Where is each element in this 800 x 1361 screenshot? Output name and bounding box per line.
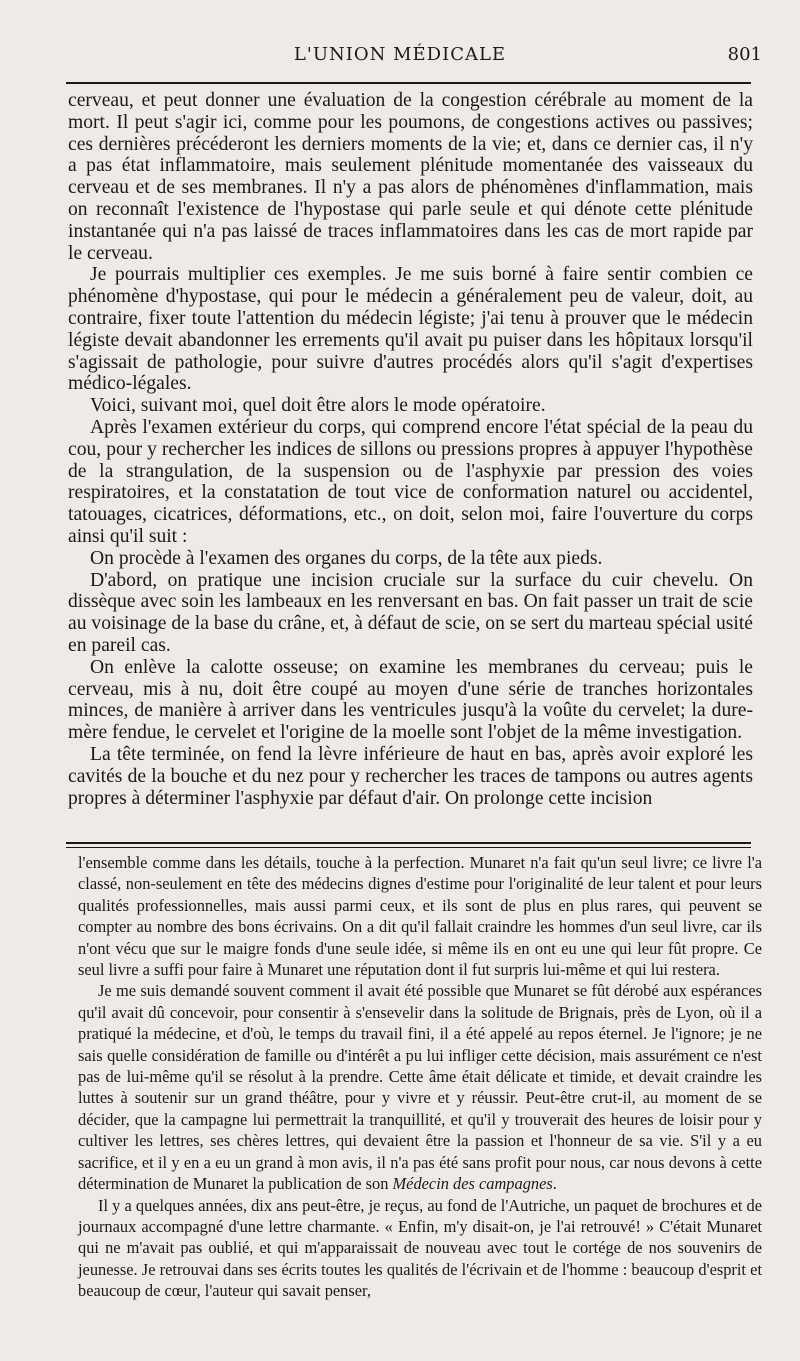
footnote-text-end: .	[552, 1174, 557, 1194]
body-paragraph: Je pourrais multiplier ces exemples. Je me suis borné à faire sentir combien ce phénomène d'hypostase, qui pour le médecin a généralement peu de valeur, doit, au contraire, fixer toute l'attention du médecin légiste; j'ai tenu à prouver que le médecin légiste devait abandonner les errements qu'il avait pu puiser dans les hôpitaux lorsqu'il s'agissait de pathologie, pour suivre d'autres procédés alors qu'il s'agit d'expertises médico-légales.	[68, 264, 753, 395]
body-paragraph: cerveau, et peut donner une évaluation de la congestion cérébrale au moment de la mort. Il peut s'agir ici, comme pour les poumons, de congestions actives ou passives; ces dernières précéderont les derniers moments de la vie; et, dans ce dernier cas, il n'y a pas état inflammatoire, mais seulement plénitude momentanée des vaisseaux du cerveau et de ses membranes. Il n'y a pas alors de phénomènes d'inflammation, mais on reconnaît l'existence de l'hypostase qui parle seule et qui dénote cette plénitude instantanée qui n'a pas laissé de traces inflammatoires dans les cas de mort rapide par le cerveau.	[68, 90, 753, 264]
journal-title: L'UNION MÉDICALE	[293, 44, 507, 65]
footnote-paragraph: Il y a quelques années, dix ans peut-être, je reçus, au fond de l'Autriche, un paquet de brochures et de journaux accompagné d'une lettre charmante. « Enfin, m'y disait-on, je l'ai retrouvé! » C'était Munaret qui ne m'avait pas oublié, et qui m'apparaissait de nouveau avec tout le cortége de nos souvenirs de jeunesse. Je retrouvai dans ses écrits toutes les qualités de l'écrivain et de l'homme : beaucoup d'esprit et beaucoup de cœur, l'auteur qui savait penser,	[78, 1195, 762, 1301]
body-paragraph: On procède à l'examen des organes du corps, de la tête aux pieds.	[90, 547, 603, 569]
body-paragraph: Voici, suivant moi, quel doit être alors le mode opératoire.	[90, 395, 546, 417]
footnote-separator-rule-thin	[66, 847, 751, 848]
article-body	[68, 90, 753, 809]
book-title: Médecin des campagnes	[392, 1174, 553, 1194]
footnote-text: Je me suis demandé souvent comment il avait été possible que Munaret se fût dérobé aux espérances qu'il avait dû concevoir, pour consentir à s'ensevelir dans la solitude de Brignais, près de Lyon, où il a pratiqué la médecine, et d'où, le temps du travail fini, il a été appelé au repos éternel. Je l'ignore; je ne sais quelle considération de famille ou d'intérêt a pu lui infliger cette décision, mais assurément ce n'est pas de lui-même qu'il se résolut à la prendre. Cette âme était délicate et timide, et devait craindre les luttes à soutenir sur un grand théâtre, pour y vivre et y réussir. Peut-être crut-il, au moment de se décider, que la campagne lui permettrait la tranquillité, et qu'il y trouverait des heures de loisir pour y cultiver les lettres, ses chères lettres, qui devaient être la passion et l'honneur de sa vie. S'il y a eu sacrifice, et il y en a eu un grand à mon avis, il n'a pas été sans profit pour nous, car nous devons à cette détermination de Munaret la publication de son	[78, 981, 762, 1194]
running-head	[0, 44, 800, 74]
footnote-section	[78, 852, 762, 1302]
body-paragraph: La tête terminée, on fend la lèvre inférieure de haut en bas, après avoir exploré les cavités de la bouche et du nez pour y rechercher les traces de tampons ou autres agents propres à déterminer l'asphyxie par défaut d'air. On prolonge cette incision	[68, 743, 753, 809]
body-paragraph: Après l'examen extérieur du corps, qui comprend encore l'état spécial de la peau du cou, pour y rechercher les indices de sillons ou pressions propres à appuyer l'hypothèse de la strangulation, de la suspension ou de l'asphyxie par pression des voies respiratoires, et la constatation de tout vice de conformation naturel ou accidentel, tatouages, cicatrices, déformations, etc., on doit, selon moi, faire l'ouverture du corps ainsi qu'il suit :	[68, 416, 753, 547]
body-paragraph: D'abord, on pratique une incision cruciale sur la surface du cuir chevelu. On dissèque avec soin les lambeaux en les renversant en bas. On fait passer un trait de scie au voisinage de la base du crâne, et, à défaut de scie, on se sert du marteau spécial usité en pareil cas.	[68, 569, 753, 656]
page-number: 801	[727, 44, 762, 65]
footnote-paragraph	[78, 980, 762, 1194]
footnote-paragraph: l'ensemble comme dans les détails, touche à la perfection. Munaret n'a fait qu'un seul livre; ce livre l'a classé, non-seulement en tête des médecins dignes d'estime pour l'originalité de leur talent et pour leurs qualités professionnelles, mais aussi parmi ceux, et ils sont de plus en plus rares, qui peuvent se compter au nombre des bons écrivains. On a dit qu'il fallait craindre les hommes d'un seul livre, car ils n'ont vécu que sur le maigre fonds d'une seule idée, si même ils en ont eu une qui leur fût propre. Ce seul livre a suffi pour faire à Munaret une réputation dont il fut surpris lui-même et qui lui restera.	[78, 853, 762, 980]
body-paragraph: On enlève la calotte osseuse; on examine les membranes du cerveau; puis le cerveau, mis à nu, doit être coupé au moyen d'une série de tranches horizontales minces, de manière à arriver dans les ventricules jusqu'à la voûte du cervelet; la dure-mère fendue, le cervelet et l'origine de la moelle sont l'objet de la même investigation.	[68, 656, 753, 744]
footnote-separator-rule	[66, 842, 751, 844]
header-rule	[66, 82, 751, 84]
